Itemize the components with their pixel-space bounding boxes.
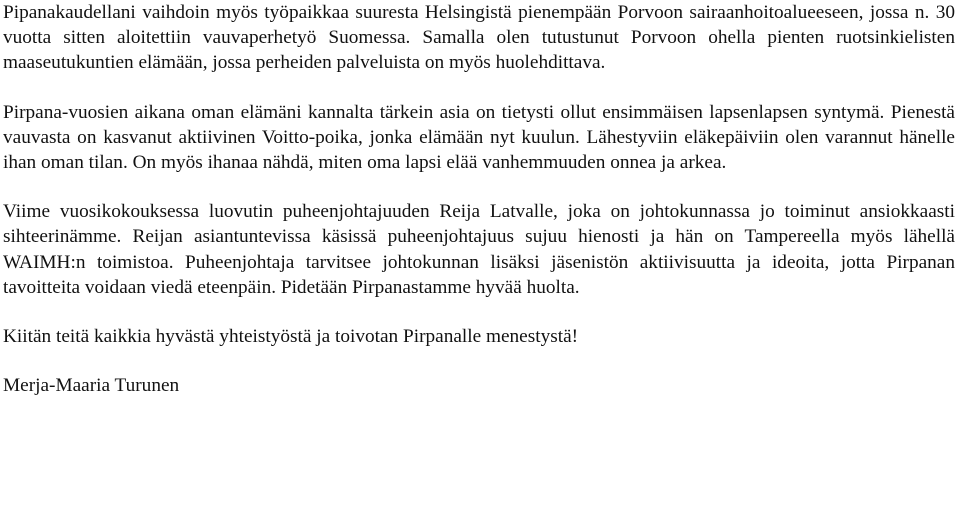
paragraph-work-change: Pipanakaudellani vaihdoin myös työpaikkaa suuresta Helsingistä pienempään Porvoon sairaanhoitoalueeseen, jossa n. 30 vuotta sitten aloitettiin vauvaperhetyö Suomessa. Samalla olen tutustunut Porvoon ohella pienten ruotsinkielisten maaseutukuntien elämään, jossa perheiden palveluista on myös huolehdittava. [3,2,955,74]
paragraph-thanks: Kiitän teitä kaikkia hyvästä yhteistyöstä ja toivotan Pirpanalle menestystä! [3,326,579,348]
paragraph-chairmanship: Viime vuosikokouksessa luovutin puheenjohtajuuden Reija Latvalle, joka on johtokunnassa jo toiminut ansiokkaasti sihteerinämme. Reijan asiantuntevissa käsissä puheenjohtajuus sujuu hienosti ja hän on Tampereella myös lähellä WAIMH:n toimistoa. Puheenjohtaja tarvitsee johtokunnan lisäksi jäsenistön aktiivisuutta ja ideoita, jotta Pirpanan tavoitteita voidaan viedä eteenpäin. Pidetään Pirpanastamme hyvää huolta. [3,201,955,298]
signature: Merja-Maaria Turunen [3,375,180,397]
document-page [3,0,955,398]
paragraph-grandchild: Pirpana-vuosien aikana oman elämäni kannalta tärkein asia on tietysti ollut ensimmäisen lapsenlapsen syntymä. Pienestä vauvasta on kasvanut aktiivinen Voitto-poika, jonka elämään nyt kuulun. Lähestyviin eläkepäiviin olen varannut hänelle ihan oman tilan. On myös ihanaa nähdä, miten oma lapsi elää vanhemmuuden onnea ja arkea. [3,101,955,174]
